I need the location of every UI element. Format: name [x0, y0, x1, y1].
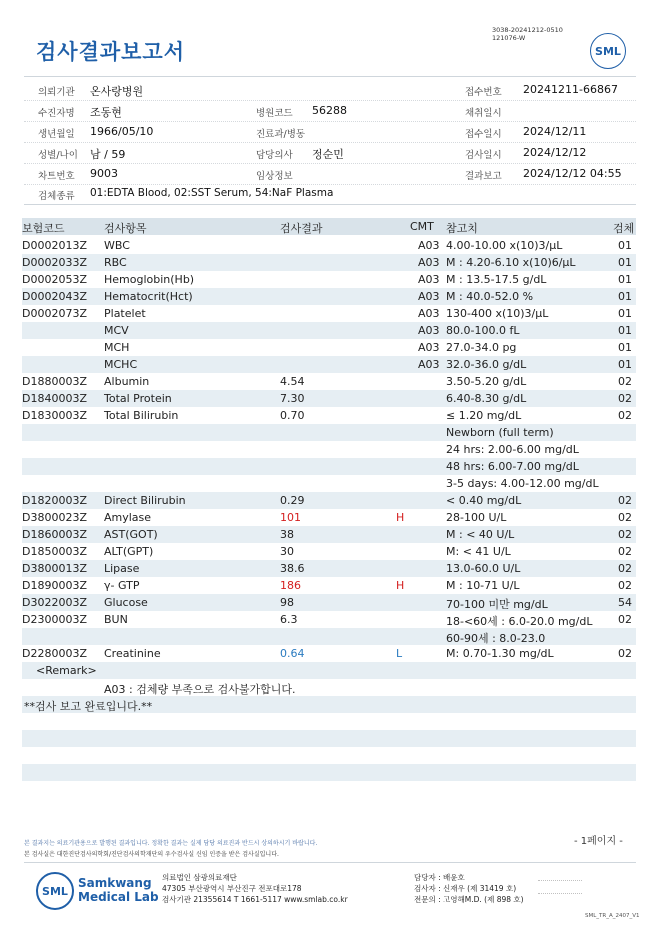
- address-line: 검사기관 21355614 T 1661-5117 www.smlab.co.kr: [162, 895, 348, 904]
- label: 결과보고: [465, 171, 502, 182]
- table-row: [22, 577, 636, 594]
- table-row: [22, 594, 636, 611]
- test-result: 0.29: [280, 494, 305, 507]
- cmt-code: A03: [418, 324, 440, 337]
- table-row: [22, 764, 636, 781]
- table-row: [22, 373, 636, 390]
- table-row: [22, 237, 636, 254]
- label: 수진자명: [38, 108, 75, 119]
- test-item: Creatinine: [104, 647, 161, 660]
- table-row: [22, 441, 636, 458]
- insurance-code: D2300003Z: [22, 613, 87, 626]
- reference-range: M : 13.5-17.5 g/dL: [446, 273, 547, 286]
- specimen-code: 02: [618, 528, 632, 541]
- staff-line: 담당자 : 배윤호: [414, 873, 465, 882]
- cmt-code: A03: [418, 290, 440, 303]
- test-item: MCH: [104, 341, 130, 354]
- reference-range: M: 0.70-1.30 mg/dL: [446, 647, 554, 660]
- label: 임상정보: [256, 171, 293, 182]
- insurance-code: D1850003Z: [22, 545, 87, 558]
- insurance-code: D0002033Z: [22, 256, 87, 269]
- col-reference: 참고치: [446, 222, 478, 235]
- divider: [24, 862, 636, 863]
- cmt-code: A03: [418, 358, 440, 371]
- company-name: [78, 876, 159, 904]
- cmt-code: A03: [418, 341, 440, 354]
- specimen-code: 01: [618, 256, 632, 269]
- reference-range: M : < 40 U/L: [446, 528, 515, 541]
- birth-value: 1966/05/10: [90, 125, 154, 138]
- table-row: [22, 305, 636, 322]
- insurance-code: D0002043Z: [22, 290, 87, 303]
- label: 검체종류: [38, 191, 75, 202]
- insurance-code: D0002073Z: [22, 307, 87, 320]
- hospital-code-value: 56288: [312, 104, 347, 117]
- test-result: 38: [280, 528, 294, 541]
- label: 생년월일: [38, 129, 75, 140]
- received-value: 2024/12/11: [523, 125, 587, 138]
- table-row: [22, 271, 636, 288]
- specimen-code: 02: [618, 579, 632, 592]
- doc-id-line-2: 121076-W: [492, 34, 526, 42]
- reference-range: 27.0-34.0 pg: [446, 341, 517, 354]
- insurance-code: D0002053Z: [22, 273, 87, 286]
- label: 차트번호: [38, 171, 75, 182]
- reference-range: 70-100 미만 mg/dL: [446, 598, 548, 611]
- remark-title: <Remark>: [36, 664, 97, 677]
- specimen-code: 54: [618, 596, 632, 609]
- table-row: [22, 696, 636, 713]
- specimen-code: 02: [618, 409, 632, 422]
- specimen-code: 02: [618, 375, 632, 388]
- result-flag: L: [396, 647, 403, 660]
- test-item: Platelet: [104, 307, 146, 320]
- page-title: 검사결과보고서: [36, 40, 186, 64]
- test-result: 98: [280, 596, 294, 609]
- table-row: [22, 526, 636, 543]
- reference-range: 48 hrs: 6.00-7.00 mg/dL: [446, 460, 579, 473]
- table-row: [22, 509, 636, 526]
- specimen-code: 02: [618, 494, 632, 507]
- test-item: Hemoglobin(Hb): [104, 273, 195, 286]
- table-row: [22, 339, 636, 356]
- test-item: MCV: [104, 324, 129, 337]
- specimen-code: 02: [618, 562, 632, 575]
- insurance-code: D3800013Z: [22, 562, 87, 575]
- col-specimen: 검체: [613, 222, 635, 235]
- table-row: [22, 543, 636, 560]
- label: 채취일시: [465, 108, 502, 119]
- signature-mark: [538, 880, 582, 894]
- test-item: Amylase: [104, 511, 152, 524]
- table-row: [22, 628, 636, 645]
- specimen-code: 02: [618, 545, 632, 558]
- result-flag: H: [396, 579, 405, 592]
- specimen-code: 01: [618, 239, 632, 252]
- document-id: [492, 26, 563, 42]
- footer-accreditation: 본 검사실은 대한진단검사의학회/진단검사의학재단의 우수검사실 신임 인증을 받은 검사실입니다.: [24, 851, 279, 858]
- table-row: [22, 492, 636, 509]
- address-line: 47305 부산광역시 부산진구 전포대로178: [162, 884, 302, 893]
- specimen-code: 01: [618, 290, 632, 303]
- examinee-value: 조동현: [90, 106, 122, 119]
- table-row: [22, 645, 636, 662]
- reference-range: ≤ 1.20 mg/dL: [446, 409, 522, 422]
- info-row: [24, 80, 636, 101]
- reference-range: 28-100 U/L: [446, 511, 507, 524]
- reference-range: < 0.40 mg/dL: [446, 494, 522, 507]
- col-cmt: CMT: [410, 220, 434, 233]
- insurance-code: D1840003Z: [22, 392, 87, 405]
- sml-logo-icon: SML: [590, 33, 626, 69]
- reference-range: 3-5 days: 4.00-12.00 mg/dL: [446, 477, 599, 490]
- col-result: 검사결과: [280, 222, 323, 235]
- test-result: 4.54: [280, 375, 305, 388]
- cmt-code: A03: [418, 239, 440, 252]
- specimen-code: 01: [618, 324, 632, 337]
- company-name-line: Samkwang: [78, 876, 152, 890]
- test-result: 101: [280, 511, 301, 524]
- footer-notice: 본 결과지는 의료기관용으로 발행된 결과입니다. 정확한 결과는 실제 담당 의료진과 반드시 상의하시기 바랍니다.: [24, 840, 318, 847]
- result-flag: H: [396, 511, 405, 524]
- doc-id-line-1: 3038-20241212-0510: [492, 26, 563, 34]
- table-row: [22, 781, 636, 798]
- insurance-code: D1860003Z: [22, 528, 87, 541]
- divider: [24, 76, 636, 77]
- reference-range: Newborn (full term): [446, 426, 554, 439]
- info-row: [24, 101, 636, 122]
- test-item: Total Bilirubin: [104, 409, 179, 422]
- specimen-code: 02: [618, 647, 632, 660]
- info-row: [24, 143, 636, 164]
- form-version: SML_TR_A_2407_V1: [585, 913, 640, 919]
- specimen-code: 01: [618, 358, 632, 371]
- table-row: [22, 560, 636, 577]
- staff-info: [414, 872, 524, 905]
- address-line: 의료법인 삼광의료재단: [162, 873, 237, 882]
- label: 담당의사: [256, 150, 293, 161]
- test-item: Lipase: [104, 562, 140, 575]
- table-row: [22, 254, 636, 271]
- reference-range: M : 10-71 U/L: [446, 579, 520, 592]
- sml-logo-icon: SML: [36, 872, 74, 910]
- table-row: [22, 458, 636, 475]
- test-item: ALT(GPT): [104, 545, 154, 558]
- table-row: [22, 390, 636, 407]
- staff-line: 전문의 : 고영해M.D. (제 898 호): [414, 895, 524, 904]
- reference-range: 24 hrs: 2.00-6.00 mg/dL: [446, 443, 579, 456]
- reported-value: 2024/12/12 04:55: [523, 167, 622, 180]
- label: 접수번호: [465, 87, 502, 98]
- table-row: [22, 407, 636, 424]
- info-row: [24, 184, 636, 205]
- test-item: MCHC: [104, 358, 138, 371]
- chart-no-value: 9003: [90, 167, 118, 180]
- staff-line: 검사자 : 신재우 (제 31419 호): [414, 884, 517, 893]
- report-complete: **검사 보고 완료입니다.**: [24, 700, 153, 713]
- doctor-value: 정순민: [312, 148, 344, 161]
- specimen-code: 02: [618, 613, 632, 626]
- cmt-code: A03: [418, 273, 440, 286]
- table-row: [22, 356, 636, 373]
- label: 병원코드: [256, 108, 293, 119]
- test-result: 30: [280, 545, 294, 558]
- test-item: Glucose: [104, 596, 148, 609]
- reference-range: 32.0-36.0 g/dL: [446, 358, 527, 371]
- label: 의뢰기관: [38, 87, 75, 98]
- company-name-line: Medical Lab: [78, 890, 159, 904]
- label: 성별/나이: [38, 150, 78, 161]
- label: 접수일시: [465, 129, 502, 140]
- insurance-code: D2280003Z: [22, 647, 87, 660]
- test-result: 0.64: [280, 647, 305, 660]
- test-result: 186: [280, 579, 301, 592]
- test-item: Direct Bilirubin: [104, 494, 186, 507]
- label: 진료과/병동: [256, 129, 306, 140]
- reference-range: 60-90세 : 8.0-23.0: [446, 632, 546, 645]
- insurance-code: D3800023Z: [22, 511, 87, 524]
- info-row: [24, 122, 636, 143]
- reference-range: 18-<60세 : 6.0-20.0 mg/dL: [446, 615, 593, 628]
- test-result: 38.6: [280, 562, 305, 575]
- test-result: 7.30: [280, 392, 305, 405]
- specimen-code: 02: [618, 392, 632, 405]
- company-address: [162, 872, 348, 905]
- label: 검사일시: [465, 150, 502, 161]
- insurance-code: D3022003Z: [22, 596, 87, 609]
- tested-value: 2024/12/12: [523, 146, 587, 159]
- insurance-code: D0002013Z: [22, 239, 87, 252]
- insurance-code: D1820003Z: [22, 494, 87, 507]
- cmt-code: A03: [418, 256, 440, 269]
- cmt-code: A03: [418, 307, 440, 320]
- specimen-code: 02: [618, 511, 632, 524]
- table-row: [22, 679, 636, 696]
- specimen-code: 01: [618, 273, 632, 286]
- page-number: - 1페이지 -: [574, 836, 623, 847]
- test-item: Hematocrit(Hct): [104, 290, 193, 303]
- results-table-header: [22, 218, 636, 235]
- insurance-code: D1880003Z: [22, 375, 87, 388]
- institution-value: 온사랑병원: [90, 85, 144, 98]
- reference-range: 6.40-8.30 g/dL: [446, 392, 527, 405]
- test-item: RBC: [104, 256, 127, 269]
- col-code: 보험코드: [22, 222, 65, 235]
- specimen-code: 01: [618, 341, 632, 354]
- reference-range: M : 40.0-52.0 %: [446, 290, 534, 303]
- table-row: [22, 662, 636, 679]
- reference-range: M: < 41 U/L: [446, 545, 511, 558]
- reference-range: 80.0-100.0 fL: [446, 324, 520, 337]
- col-item: 검사항목: [104, 222, 147, 235]
- table-row: [22, 713, 636, 730]
- table-row: [22, 747, 636, 764]
- test-item: WBC: [104, 239, 130, 252]
- table-row: [22, 475, 636, 492]
- reference-range: M : 4.20-6.10 x(10)6/μL: [446, 256, 576, 269]
- reference-range: 13.0-60.0 U/L: [446, 562, 521, 575]
- sex-age-value: 남 / 59: [90, 148, 126, 161]
- table-row: [22, 322, 636, 339]
- test-item: γ- GTP: [104, 579, 140, 592]
- test-result: 6.3: [280, 613, 298, 626]
- table-row: [22, 730, 636, 747]
- reference-range: 130-400 x(10)3/μL: [446, 307, 549, 320]
- test-item: Albumin: [104, 375, 150, 388]
- info-row: [24, 164, 636, 185]
- insurance-code: D1830003Z: [22, 409, 87, 422]
- remark-text: A03 : 검체량 부족으로 검사불가합니다.: [104, 683, 296, 696]
- specimen-code: 01: [618, 307, 632, 320]
- test-item: BUN: [104, 613, 128, 626]
- table-row: [22, 288, 636, 305]
- insurance-code: D1890003Z: [22, 579, 87, 592]
- reference-range: 3.50-5.20 g/dL: [446, 375, 527, 388]
- test-item: Total Protein: [104, 392, 172, 405]
- table-row: [22, 424, 636, 441]
- table-row: [22, 611, 636, 628]
- receipt-no-value: 20241211-66867: [523, 83, 618, 96]
- reference-range: 4.00-10.00 x(10)3/μL: [446, 239, 563, 252]
- specimen-value: 01:EDTA Blood, 02:SST Serum, 54:NaF Plasma: [90, 187, 334, 199]
- test-result: 0.70: [280, 409, 305, 422]
- test-item: AST(GOT): [104, 528, 158, 541]
